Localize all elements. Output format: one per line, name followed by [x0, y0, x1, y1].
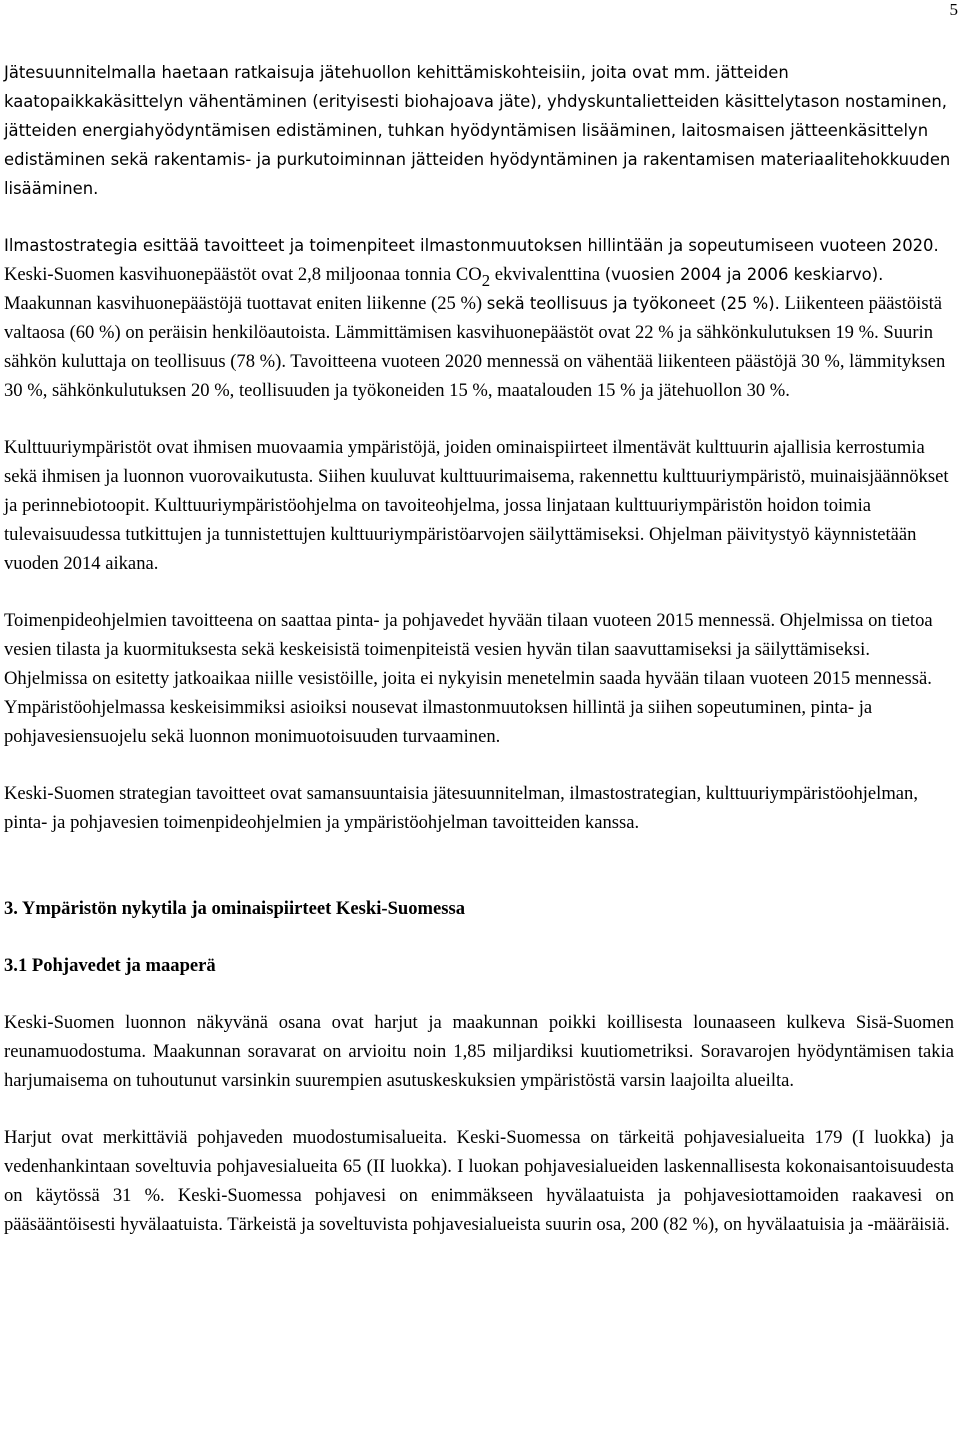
climate-strategy-sentence-1: Ilmastostrategia esittää tavoitteet ja toimenpiteet ilmastonmuutoksen hillintään ja sopeutumiseen vuoteen 2020. [4, 236, 939, 255]
heading-section-3: 3. Ympäristön nykytila ja ominaispiirteet Keski-Suomessa [4, 898, 466, 919]
paragraph-action-programmes: Toimenpideohjelmien tavoitteena on saattaa pinta- ja pohjavedet hyvään tilaan vuoteen 2015 mennessä. Ohjelmissa on tietoa vesien tilasta ja kuormituksesta sekä keskeisistä toimenpiteistä vesien hyvän tilan saavuttamiseksi ja säilyttämiseksi. Ohjelmissa on esitetty jatkoaikaa niille vesistöille, joita ei nykyisin menetelmin saada hyvään tilaan vuoteen 2015 mennessä. Ympäristöohjelmassa keskeisimmiksi asioiksi nousevat ilmastonmuutoksen hillintä ja siihen sopeutuminen, pinta- ja pohjavesiensuojelu sekä luonnon monimuotoisuuden turvaaminen. [4, 610, 933, 747]
heading-section-3-1: 3.1 Pohjavedet ja maaperä [4, 955, 216, 976]
climate-strategy-sentence-4: Maakunnan kasvihuonepäästöjä tuottavat eniten liikenne (25 %) [4, 293, 487, 314]
paragraph-cultural-environment: Kulttuuriympäristöt ovat ihmisen muovaamia ympäristöjä, joiden ominaispiirteet ilmentävät kulttuurin ajallisia kerrostumia sekä ihmisen ja luonnon vuorovaikutusta. Siihen kuuluvat kulttuurimaisema, rakennettu kulttuuriympäristö, muinaisjäännökset ja perinnebiotoopit. Kulttuuriympäristöohjelma on tavoiteohjelma, jossa linjataan kulttuuriympäristön hoidon toimia tulevaisuudessa tutkittujen ja tunnistettujen kulttuuriympäristöarvojen säilyttämiseksi. Ohjelman päivitystyö käynnistetään vuoden 2014 aikana. [4, 437, 949, 574]
paragraph-strategy-alignment: Keski-Suomen strategian tavoitteet ovat samansuuntaisia jätesuunnitelman, ilmastostrategian, kulttuuriympäristöohjelman, pinta- ja pohjavesien toimenpideohjelmien ja ympäristöohjelman tavoitteiden kanssa. [4, 783, 918, 833]
climate-strategy-sentence-5: sekä teollisuus ja työkoneet (25 %). [486, 294, 780, 313]
co2-subscript: 2 [481, 270, 491, 290]
document-body [4, 58, 954, 1239]
climate-strategy-sentence-3: (vuosien 2004 ja 2006 keskiarvo). [604, 265, 884, 284]
paragraph-waste-plan: Jätesuunnitelmalla haetaan ratkaisuja jätehuollon kehittämiskohteisiin, joita ovat mm. jätteiden kaatopaikkakäsittelyn vähentäminen (erityisesti biohajoava jäte), yhdyskuntalietteiden käsittelytason nostaminen, jätteiden energiahyödyntämisen edistäminen, tuhkan hyödyntämisen lisääminen, laitosmaisen jätteenkäsittelyn edistäminen sekä rakentamis- ja purkutoiminnan jätteiden hyödyntäminen ja rakentamisen materiaalitehokkuuden lisääminen. [4, 63, 951, 198]
climate-strategy-sentence-2b: ekvivalenttina [490, 264, 605, 285]
climate-strategy-sentence-2: Keski-Suomen kasvihuonepäästöt ovat 2,8 miljoonaa tonnia CO [4, 264, 482, 285]
paragraph-groundwater: Harjut ovat merkittäviä pohjaveden muodostumisalueita. Keski-Suomessa on tärkeitä pohjavesialueita 179 (I luokka) ja vedenhankintaan soveltuvia pohjavesialueita 65 (II luokka). I luokan pohjavesialueiden laskennallisesta kokonaisantoisuudesta on käytössä 31 %. Keski-Suomessa pohjavesi on enimmäkseen hyvälaatuista ja pohjavesiottamoiden raakavesi on pääsääntöisesti hyvälaatuista. Tärkeistä ja soveltuvista pohjavesialueista suurin osa, 200 (82 %), on hyvälaatuisia ja -määräisiä. [4, 1127, 954, 1235]
paragraph-eskers: Keski-Suomen luonnon näkyvänä osana ovat harjut ja maakunnan poikki koillisesta lounaaseen kulkeva Sisä-Suomen reunamuodostuma. Maakunnan soravarat on arvioitu noin 1,85 miljardiksi kuutiometriksi. Soravarojen hyödyntämisen takia harjumaisema on tuhoutunut varsinkin suurempien asutuskeskuksien ympäristöstä varsin laajoilta alueilta. [4, 1012, 954, 1091]
page-number: 5 [949, 0, 958, 19]
paragraph-climate-strategy [4, 231, 954, 405]
climate-strategy-sentence-6: Liikenteen päästöistä valtaosa (60 %) on peräisin henkilöautoista. Lämmittämisen kasvihuonepäästöt ovat 22 % ja sähkönkulutuksen 19 %. Suurin sähkön kuluttaja on teollisuus (78 %). Tavoitteena vuoteen 2020 mennessä on vähentää liikenteen päästöjä 30 %, lämmityksen 30 %, sähkönkulutuksen 20 %, teollisuuden ja työkoneiden 15 %, maatalouden 15 % ja jätehuollon 30 %. [4, 293, 946, 401]
